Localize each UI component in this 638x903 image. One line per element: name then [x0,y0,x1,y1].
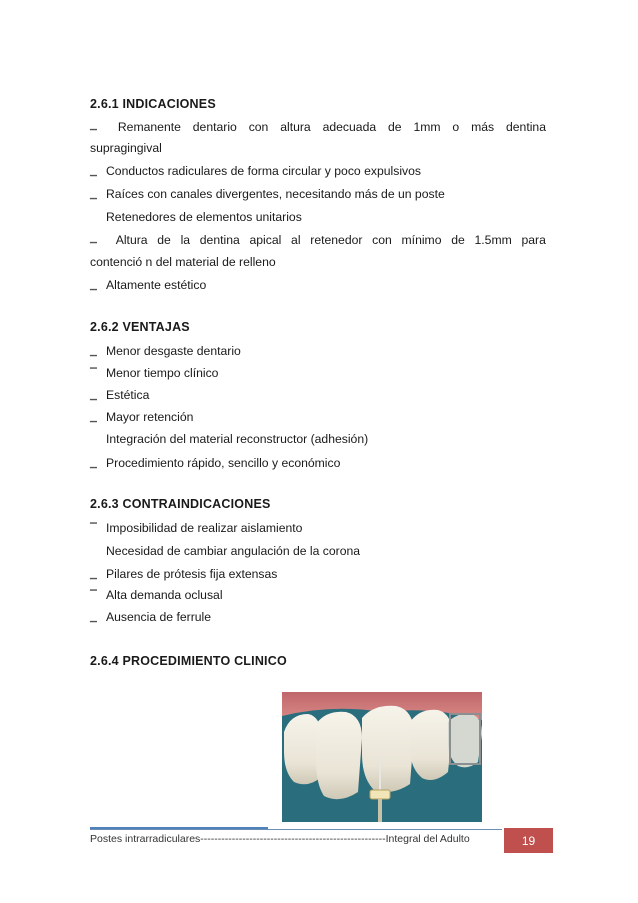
bullet-icon: ▔ [90,590,97,601]
tooth-shape [410,710,452,780]
word: dentina [505,120,546,134]
bullet-icon: ▔ [90,523,97,534]
clinical-photo-teeth [282,692,482,822]
bullet-icon: ▁ [90,458,97,469]
list-item-procedimiento [90,456,340,470]
section-heading-contraindicaciones: 2.6.3 CONTRAINDICACIONES [90,497,271,511]
footer-text: Postes intrarradiculares-----------------------------------------------------Integral del Adulto [90,833,470,845]
list-item-ausencia [90,610,211,624]
section-heading-ventajas: 2.6.2 VENTAJAS [90,320,190,334]
word: para [521,233,546,247]
section-heading-procedimiento: 2.6.4 PROCEDIMIENTO CLINICO [90,654,287,668]
tooth-shape [316,712,362,799]
list-item-text: Conductos radiculares de forma circular y poco expulsivos [106,164,421,178]
list-item-text: Menor desgaste dentario [106,344,241,358]
page-number-badge: 19 [504,828,553,853]
list-item-text: Imposibilidad de realizar aislamiento [106,521,303,535]
word: retenedor [310,233,363,247]
list-item-text: Estética [106,388,150,402]
list-item-text: Procedimiento rápido, sencillo y económico [106,456,341,470]
word: adecuada [322,120,377,134]
bullet-icon: ▁ [90,612,97,623]
list-item-text: Raíces con canales divergentes, necesitando más de un poste [106,187,445,201]
word: altura [280,120,311,134]
bullet-icon: ▁ [90,233,97,243]
list-item-pilares [90,567,277,581]
list-item-necesidad: Necesidad de cambiar angulación de la corona [106,544,361,558]
list-item-mayor-retencion [90,410,193,424]
list-item-remanente [90,120,546,134]
list-item-text: Altamente estético [106,278,207,292]
list-item-conductos [90,164,421,178]
word: 1.5mm [474,233,512,247]
list-item-altamente [90,278,206,292]
bullet-icon: ▁ [90,390,97,401]
word: Remanente [117,120,181,134]
word: 1mm [413,120,441,134]
word: la [180,233,191,247]
list-item-remanente-cont: supragingival [90,141,162,155]
list-item-text: Mayor retención [106,410,194,424]
bullet-icon: ▁ [90,569,97,580]
teeth-image [282,692,482,822]
word: con [372,233,392,247]
bullet-icon: ▁ [90,412,97,423]
list-item-raices [90,187,445,201]
bullet-icon: ▁ [90,346,97,357]
word: dentario [192,120,237,134]
word: de [451,233,465,247]
word: o [452,120,460,134]
list-item-integracion: Integración del material reconstructor (adhesión) [106,432,369,446]
word: al [291,233,301,247]
list-item-text: Alta demanda oclusal [106,588,223,602]
list-item-estetica [90,388,149,402]
word: con [248,120,269,134]
list-item-menor-desgaste [90,344,241,358]
list-item-alta-demanda [90,588,223,602]
list-item-menor-tiempo [90,366,218,380]
list-item-text: Pilares de prótesis fija extensas [106,567,278,581]
list-item-text: Menor tiempo clínico [106,366,219,380]
bullet-icon: ▁ [90,189,97,200]
list-item-imposibilidad [90,521,302,535]
word: mínimo [401,233,442,247]
word: más [471,120,495,134]
bullet-icon: ▔ [90,368,97,379]
word: apical [249,233,282,247]
bullet-icon: ▁ [90,120,97,130]
list-item-text: Ausencia de ferrule [106,610,212,624]
bullet-icon: ▁ [90,166,97,177]
word: dentina [199,233,240,247]
tooth-shape [362,706,414,792]
footer-rule [90,829,502,830]
word: de [388,120,402,134]
word: Altura [115,233,148,247]
list-item-retenedores: Retenedores de elementos unitarios [106,210,302,224]
tooth-shape [448,714,482,768]
word: de [157,233,171,247]
bullet-icon: ▁ [90,280,97,291]
section-heading-indicaciones: 2.6.1 INDICACIONES [90,97,216,111]
list-item-altura [90,233,546,247]
list-item-altura-cont: contenció n del material de relleno [90,255,276,269]
